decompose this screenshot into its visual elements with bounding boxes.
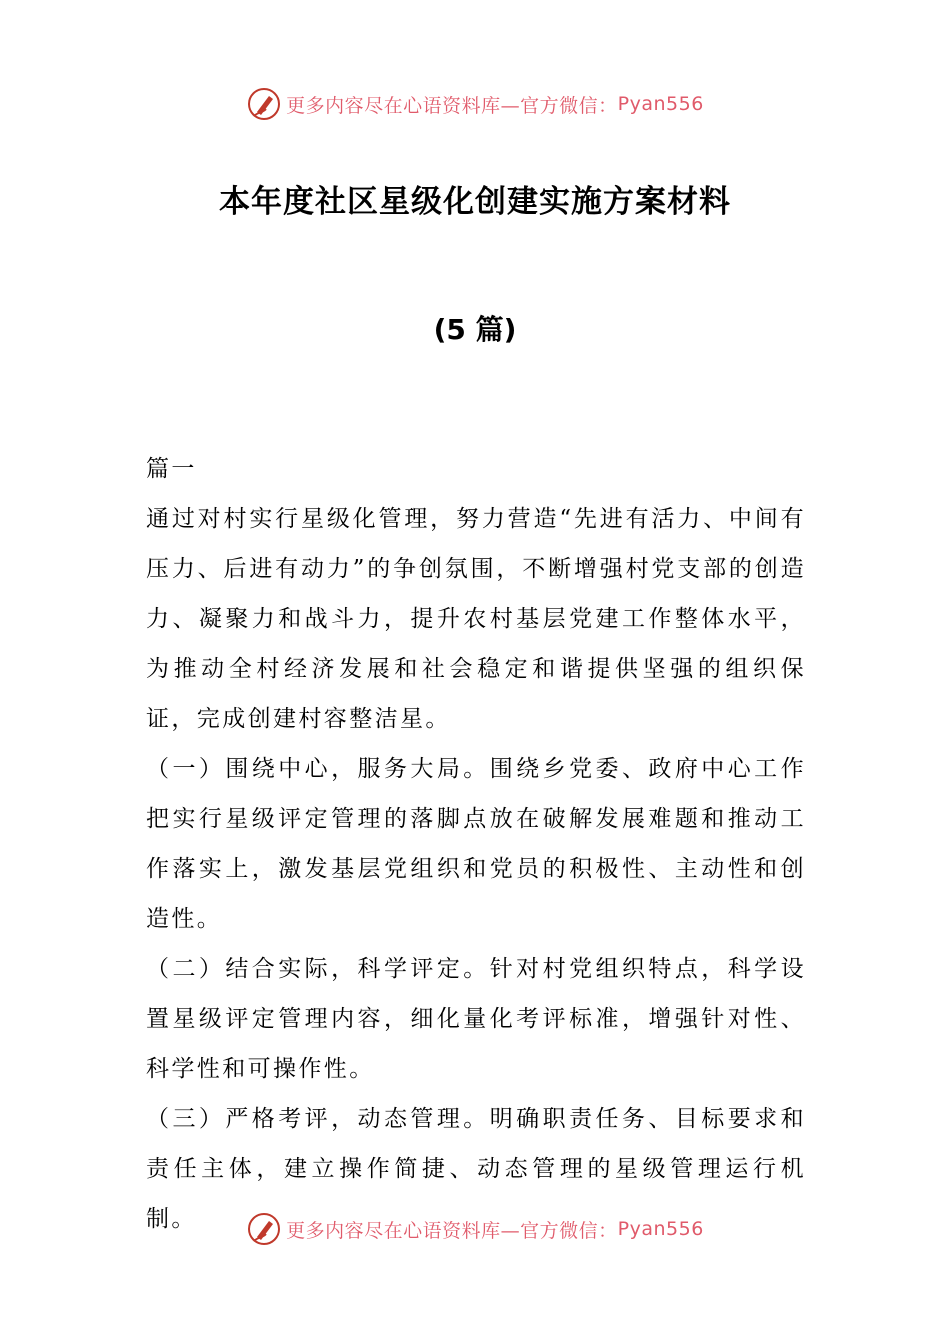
watermark-text: 更多内容尽在心语资料库—官方微信： xyxy=(286,94,618,117)
paragraph-item-3: （三）严格考评，动态管理。明确职责任务、目标要求和责任主体，建立操作简捷、动态管理的星级管理运行机制。 xyxy=(146,1106,806,1232)
watermark-banner-top xyxy=(0,84,950,124)
paragraph-item-2: （二）结合实际，科学评定。针对村党组织特点，科学设置星级评定管理内容，细化量化考评标准，增强针对性、科学性和可操作性。 xyxy=(146,956,806,1082)
pen-nib-logo-icon xyxy=(246,86,282,122)
watermark-banner-bottom xyxy=(0,1209,950,1249)
paragraph-item-1: （一）围绕中心，服务大局。围绕乡党委、政府中心工作把实行星级评定管理的落脚点放在破解发展难题和推动工作落实上，激发基层党组织和党员的积极性、主动性和创造性。 xyxy=(146,756,806,932)
pen-nib-logo-icon xyxy=(246,1211,282,1247)
document-body xyxy=(146,444,806,1244)
watermark-text: 更多内容尽在心语资料库—官方微信： xyxy=(286,1219,618,1242)
wechat-id: Pyan556 xyxy=(617,93,704,115)
document-title: 本年度社区星级化创建实施方案材料 xyxy=(219,184,731,220)
section-label: 篇一 xyxy=(146,456,197,482)
document-subtitle: (5 篇) xyxy=(433,313,517,346)
paragraph-intro: 通过对村实行星级化管理，努力营造“先进有活力、中间有压力、后进有动力”的争创氛围，不断增强村党支部的创造力、凝聚力和战斗力，提升农村基层党建工作整体水平，为推动全村经济发展和社会稳定和谐提供坚强的组织保证，完成创建村容整洁星。 xyxy=(146,506,806,732)
wechat-id: Pyan556 xyxy=(617,1218,704,1240)
